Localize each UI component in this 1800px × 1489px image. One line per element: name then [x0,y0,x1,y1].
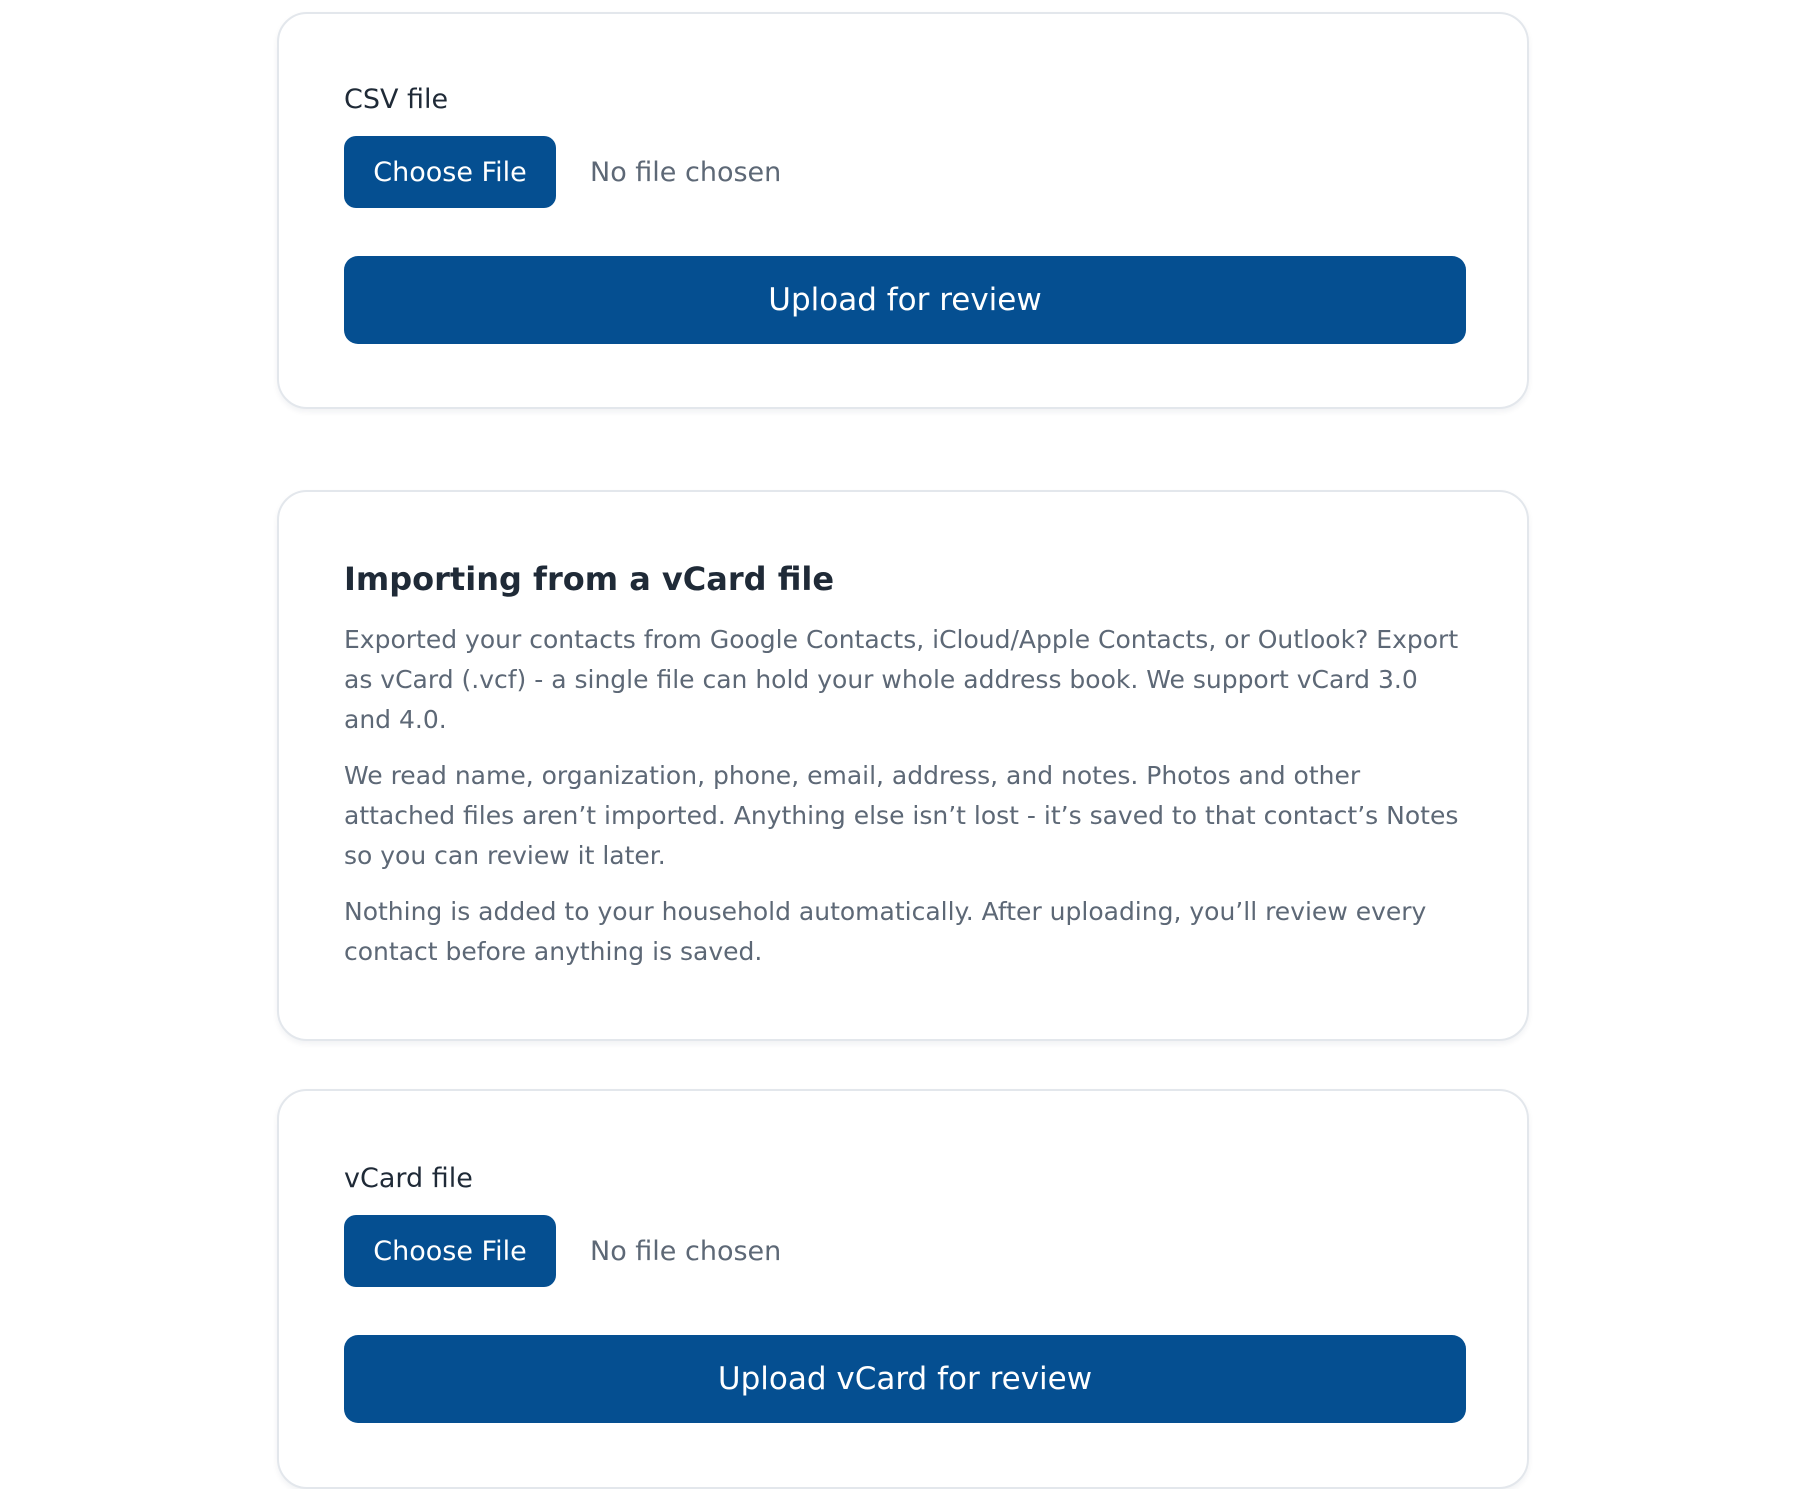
vcard-info-paragraph: Exported your contacts from Google Contacts, iCloud/Apple Contacts, or Outlook? Export as vCard (.vcf) - a single file can hold your whole address book. We support vCard 3.0 and 4.0. [344,625,1459,734]
vcard-file-label: vCard file [344,1163,473,1194]
vcard-info-title: Importing from a vCard file [344,560,835,598]
csv-upload-button[interactable]: Upload for review [344,256,1466,344]
csv-choose-file-button[interactable]: Choose File [344,136,556,208]
csv-file-status: No file chosen [590,157,782,188]
vcard-file-status: No file chosen [590,1236,782,1267]
vcard-info-card [277,490,1529,1041]
vcard-info-paragraph: We read name, organization, phone, email, address, and notes. Photos and other attached files aren’t imported. Anything else isn’t lost - it’s saved to that contact’s Notes so you can review it later. [344,761,1459,870]
vcard-upload-card [277,1089,1529,1489]
csv-upload-card [277,12,1529,409]
vcard-upload-button[interactable]: Upload vCard for review [344,1335,1466,1423]
csv-file-label: CSV file [344,84,449,115]
vcard-info-body [344,620,1466,988]
vcard-info-paragraph: Nothing is added to your household automatically. After uploading, you’ll review every contact before anything is saved. [344,897,1427,966]
vcard-choose-file-button[interactable]: Choose File [344,1215,556,1287]
